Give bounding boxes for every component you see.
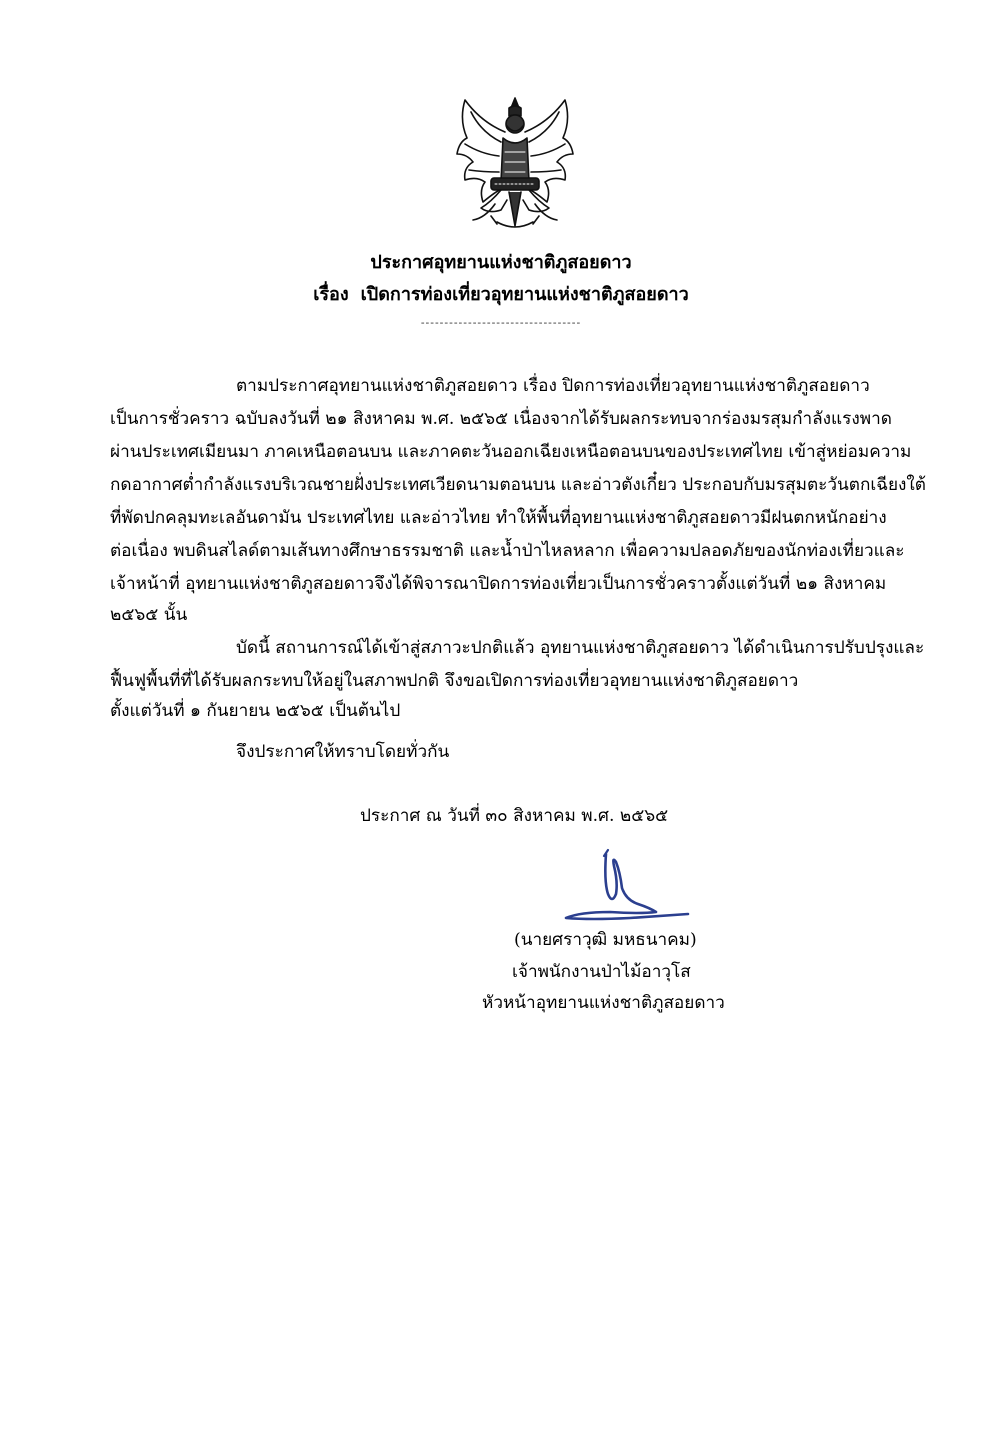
garuda-emblem-icon [451, 92, 579, 234]
handwritten-signature [560, 842, 700, 932]
paragraph-1-line: ๒๕๖๕ นั้น [110, 605, 188, 625]
paragraph-1-line: เป็นการชั่วคราว ฉบับลงวันที่ ๒๑ สิงหาคม พ.ศ. ๒๕๖๕ เนื่องจากได้รับผลกระทบจากร่องมรสุมกำลังแรงพาด [110, 409, 892, 429]
announcement-subject [0, 282, 1002, 308]
announce-date: ประกาศ ณ วันที่ ๓๐ สิงหาคม พ.ศ. ๒๕๖๕ [360, 806, 669, 826]
subject-label: เรื่อง [313, 284, 349, 305]
announcement-title: ประกาศอุทยานแห่งชาติภูสอยดาว [370, 252, 632, 273]
subject-text: เปิดการท่องเที่ยวอุทยานแห่งชาติภูสอยดาว [360, 284, 689, 305]
signatory-office: หัวหน้าอุทยานแห่งชาติภูสอยดาว [482, 993, 725, 1013]
paragraph-2-line: ตั้งแต่วันที่ ๑ กันยายน ๒๕๖๕ เป็นต้นไป [110, 701, 401, 721]
paragraph-1-line: กดอากาศต่ำกำลังแรงบริเวณชายฝั่งประเทศเวียดนามตอนบน และอ่าวตังเกี๋ยว ประกอบกับมรสุมตะวันตกเฉียงใต้ [110, 475, 926, 495]
paragraph-2-line: ฟื้นฟูพื้นที่ที่ได้รับผลกระทบให้อยู่ในสภาพปกติ จึงขอเปิดการท่องเที่ยวอุทยานแห่งชาติภูสอยดาว [110, 671, 799, 691]
paragraph-1-line: ผ่านประเทศเมียนมา ภาคเหนือตอนบน และภาคตะวันออกเฉียงเหนือตอนบนของประเทศไทย เข้าสู่หย่อมความ [110, 442, 912, 462]
paragraph-1-line: ต่อเนื่อง พบดินสไลด์ตามเส้นทางศึกษาธรรมชาติ และน้ำป่าไหลหลาก เพื่อความปลอดภัยของนักท่องเที่ยวและ [110, 541, 905, 561]
paragraph-1-line: ที่พัดปกคลุมทะเลอันดามัน ประเทศไทย และอ่าวไทย ทำให้พื้นที่อุทยานแห่งชาติภูสอยดาวมีฝนตกหนักอย่าง [110, 508, 887, 528]
closing-line: จึงประกาศให้ทราบโดยทั่วกัน [236, 742, 450, 762]
paragraph-1-line: ตามประกาศอุทยานแห่งชาติภูสอยดาว เรื่อง ปิดการท่องเที่ยวอุทยานแห่งชาติภูสอยดาว [236, 376, 870, 396]
paragraph-1-line: เจ้าหน้าที่ อุทยานแห่งชาติภูสอยดาวจึงได้พิจารณาปิดการท่องเที่ยวเป็นการชั่วคราวตั้งแต่วันที่ ๒๑ สิงหาคม [110, 574, 887, 594]
title-divider: ---------------------------------- [420, 316, 582, 329]
paragraph-2-line: บัดนี้ สถานการณ์ได้เข้าสู่สภาวะปกติแล้ว อุทยานแห่งชาติภูสอยดาว ได้ดำเนินการปรับปรุงและ [236, 638, 925, 658]
signatory-name: (นายศราวุฒิ มหธนาคม) [514, 930, 697, 950]
signatory-position: เจ้าพนักงานป่าไม้อาวุโส [512, 962, 691, 982]
